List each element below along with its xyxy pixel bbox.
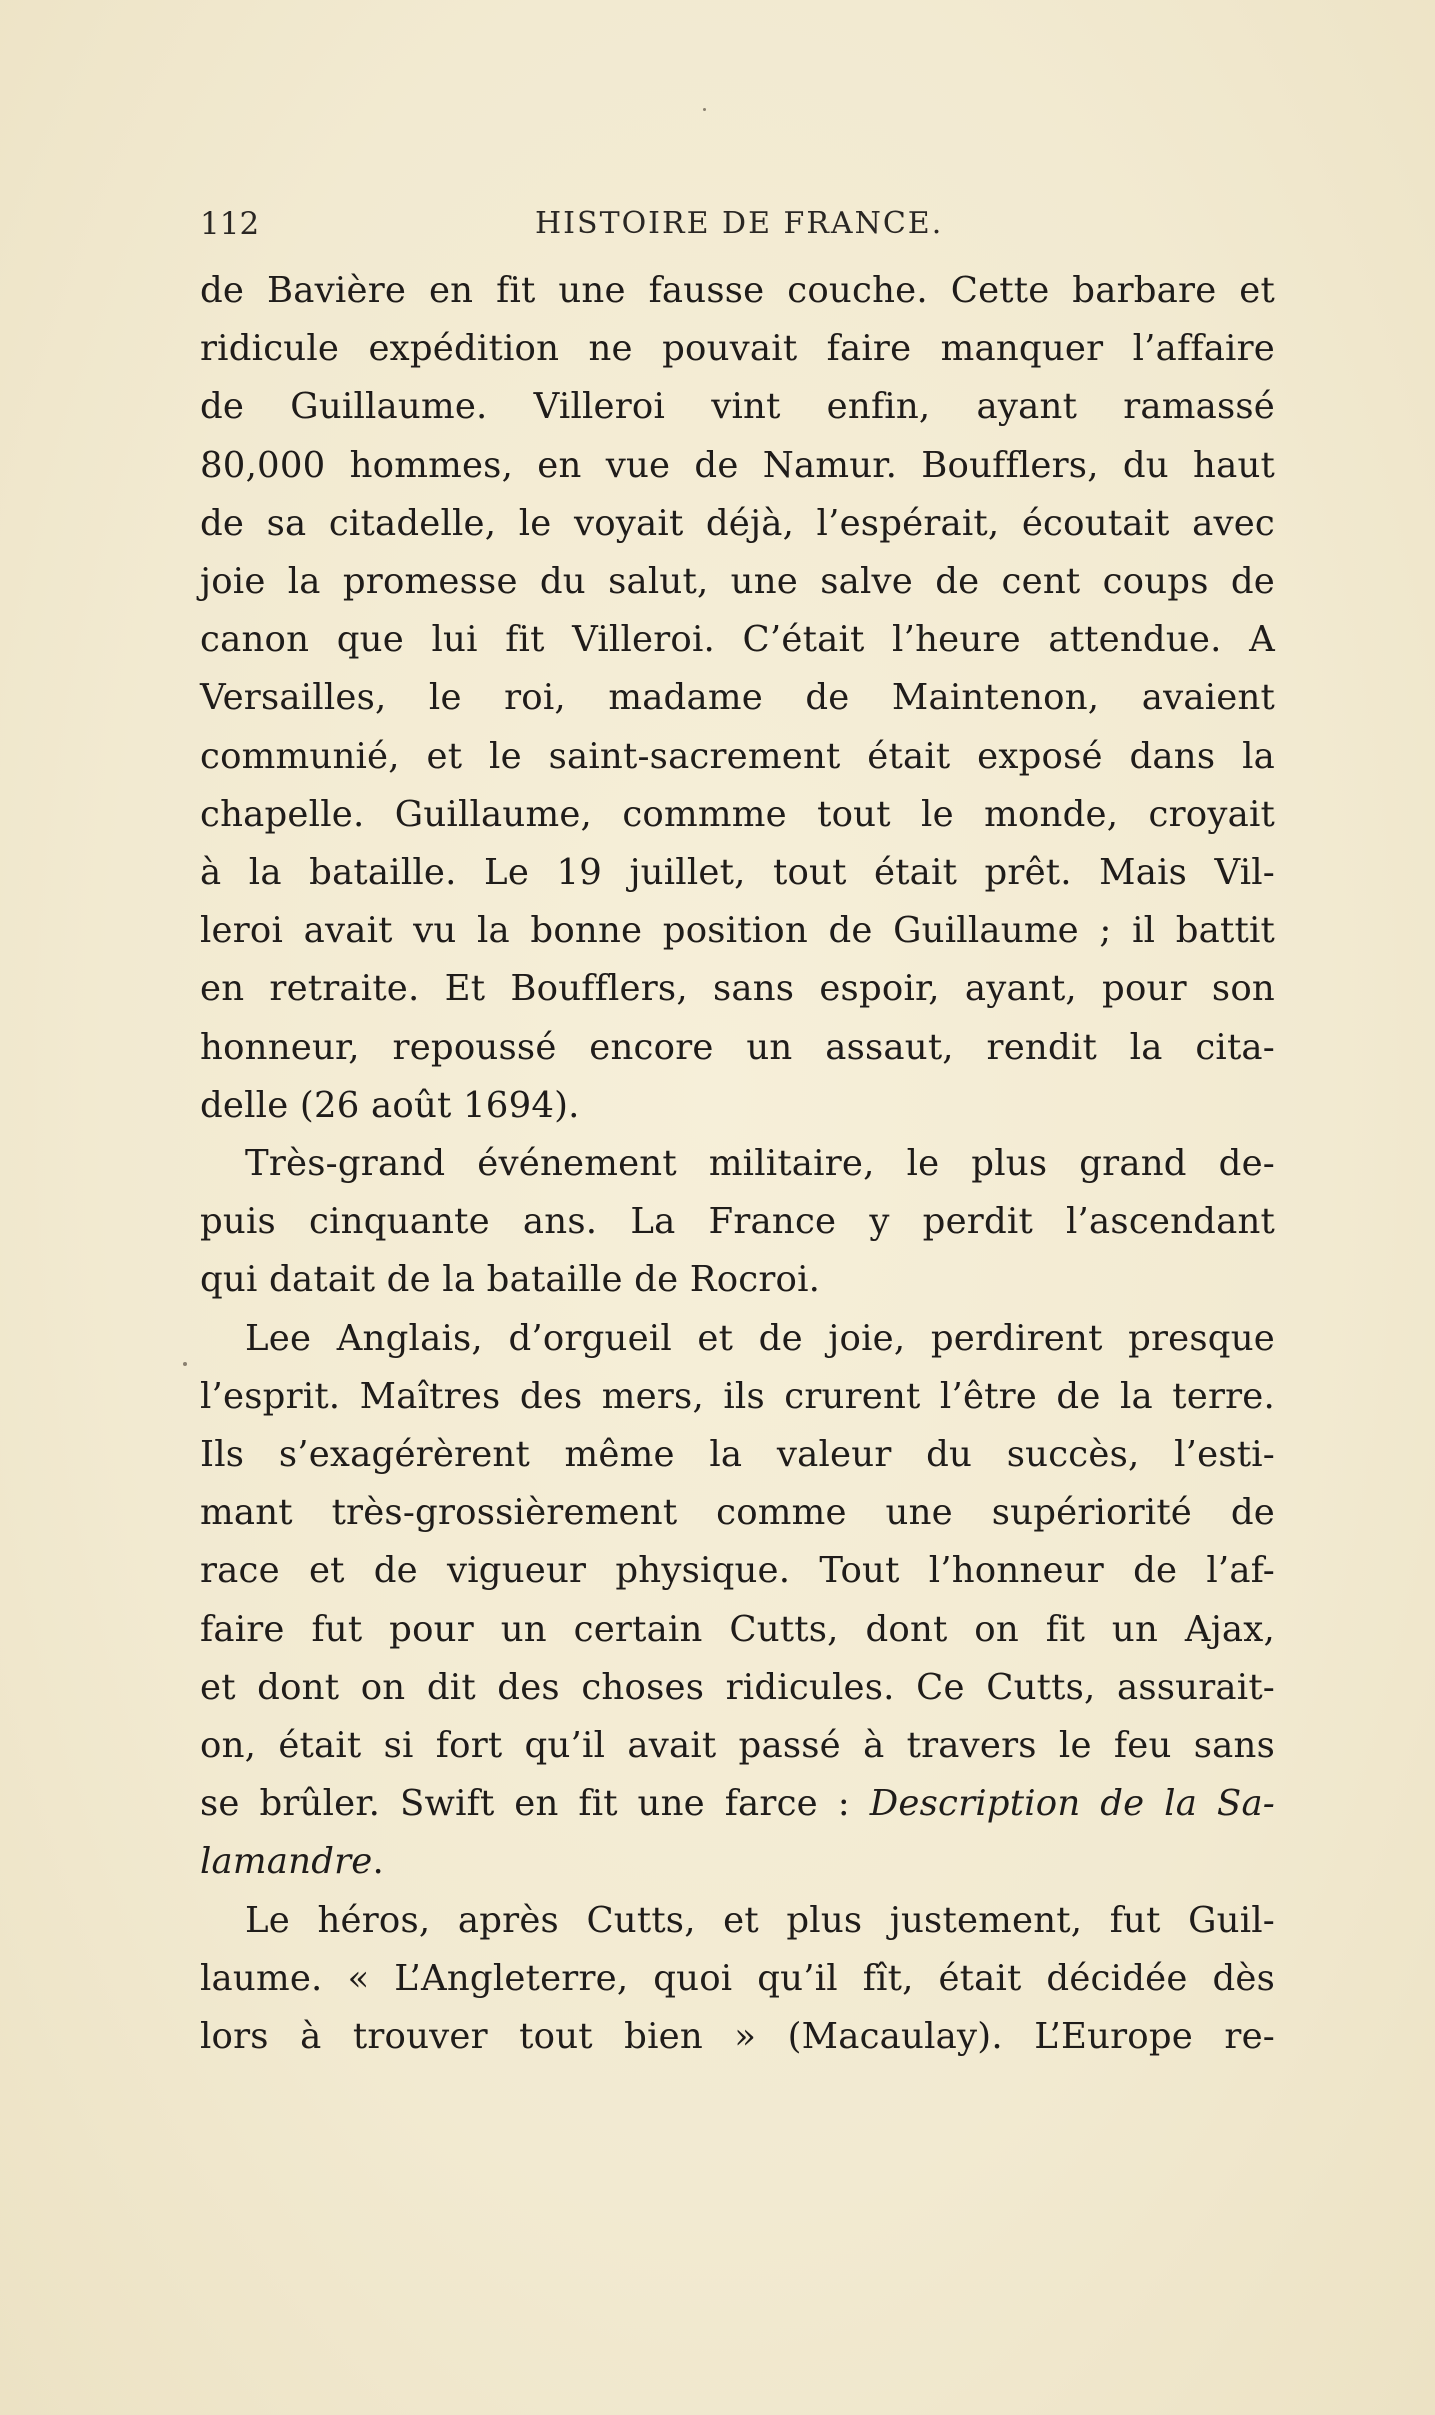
text-line: ridicule expédition ne pouvait faire manquer l’affaire [200, 328, 1275, 370]
text-line: Le héros, après Cutts, et plus justement, fut Guil- [245, 1899, 1275, 1941]
text-line: delle (26 août 1694). [200, 1084, 580, 1126]
text-line: à la bataille. Le 19 juillet, tout était prêt. Mais Vil- [200, 852, 1275, 894]
text-line: communié, et le saint-sacrement était exposé dans la [200, 735, 1275, 777]
text-line: joie la promesse du salut, une salve de cent coups de [200, 561, 1275, 603]
italic-title-cont: lamandre [200, 1841, 373, 1883]
page-number: 112 [200, 206, 260, 242]
text-line: puis cinquante ans. La France y perdit l’ascendant [200, 1201, 1275, 1243]
text-line: lors à trouver tout bien » (Macaulay). L’Europe re- [200, 2016, 1275, 2058]
text-line: Ils s’exagérèrent même la valeur du succès, l’esti- [200, 1434, 1275, 1476]
paragraph-3 [200, 1310, 1275, 1892]
paper-speck [703, 108, 706, 111]
page-header [200, 200, 1275, 250]
running-title: HISTOIRE DE FRANCE. [535, 206, 944, 241]
text-line: et dont on dit des choses ridicules. Ce Cutts, assurait- [200, 1666, 1275, 1708]
paragraph-1 [200, 262, 1275, 1135]
text-line: Très-grand événement militaire, le plus grand de- [245, 1143, 1275, 1185]
text-line: faire fut pour un certain Cutts, dont on fit un Ajax, [200, 1608, 1275, 1650]
text-line: Lee Anglais, d’orgueil et de joie, perdirent presque [245, 1317, 1275, 1359]
text-line: de Guillaume. Villeroi vint enfin, ayant ramassé [200, 386, 1275, 428]
text-line: l’esprit. Maîtres des mers, ils crurent l’être de la terre. [200, 1375, 1275, 1417]
text-line: canon que lui fit Villeroi. C’était l’heure attendue. A [200, 619, 1275, 661]
text-span: se brûler. Swift en fit une farce : [200, 1783, 870, 1825]
paragraph-4 [200, 1892, 1275, 2067]
text-line: Versailles, le roi, madame de Maintenon, avaient [200, 677, 1275, 719]
text-line: en retraite. Et Boufflers, sans espoir, ayant, pour son [200, 968, 1275, 1010]
text-line [200, 1775, 1275, 1833]
body-text [200, 262, 1275, 2066]
text-line: leroi avait vu la bonne position de Guillaume ; il battit [200, 910, 1275, 952]
text-line: laume. « L’Angleterre, quoi qu’il fît, était décidée dès [200, 1957, 1275, 1999]
text-line: honneur, repoussé encore un assaut, rendit la cita- [200, 1026, 1275, 1068]
text-line: de sa citadelle, le voyait déjà, l’espérait, écoutait avec [200, 502, 1275, 544]
text-line: chapelle. Guillaume, commme tout le monde, croyait [200, 793, 1275, 835]
text-line: race et de vigueur physique. Tout l’honneur de l’af- [200, 1550, 1275, 1592]
italic-title: Description de la Sa- [869, 1783, 1275, 1825]
paragraph-2 [200, 1135, 1275, 1310]
paper-speck [183, 1362, 187, 1366]
text-line [200, 1833, 1275, 1891]
text-line: on, était si fort qu’il avait passé à travers le feu sans [200, 1725, 1275, 1767]
text-line: de Bavière en fit une fausse couche. Cette barbare et [200, 270, 1275, 311]
text-line: 80,000 hommes, en vue de Namur. Boufflers, du haut [200, 444, 1275, 486]
text-line: mant très-grossièrement comme une supériorité de [200, 1492, 1275, 1534]
text-line: qui datait de la bataille de Rocroi. [200, 1259, 821, 1301]
text-span: . [372, 1841, 385, 1883]
